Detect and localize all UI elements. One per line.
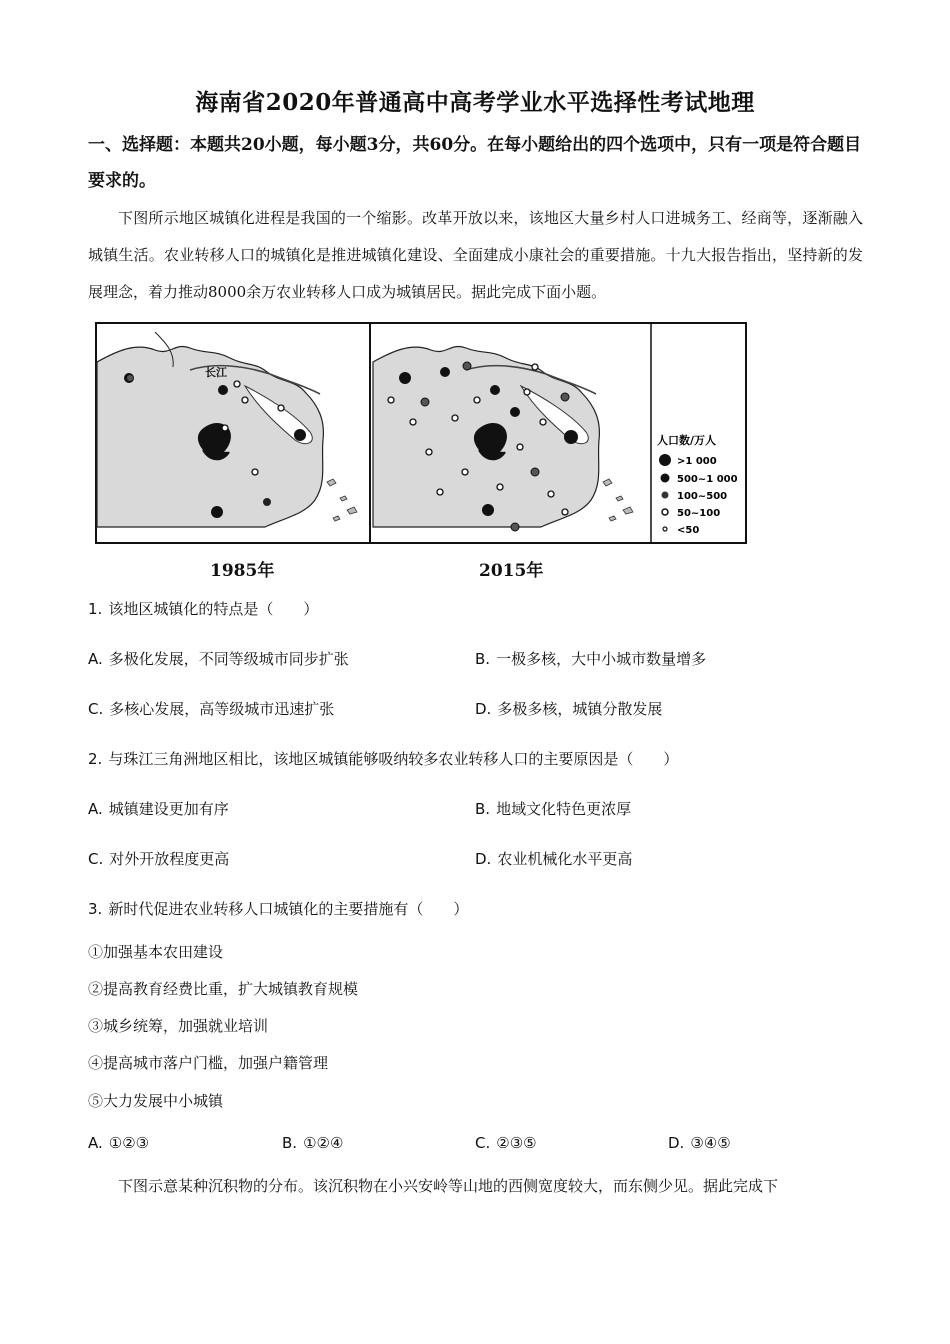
option-letter: B. (475, 800, 491, 818)
map-caption-1985: 1985年 (210, 561, 275, 581)
city-dot (511, 523, 519, 531)
option-3c (475, 1134, 537, 1152)
city-dot (510, 407, 520, 417)
option-text: 地域文化特色更浓厚 (496, 800, 632, 818)
option-text: 农业机械化水平更高 (497, 850, 633, 868)
legend-title: 人口数/万人 (657, 434, 717, 447)
option-letter: A. (88, 800, 103, 818)
legend-item: 500~1 000 (677, 474, 738, 485)
city-dot (278, 405, 284, 411)
option-letter: B. (475, 650, 491, 668)
city-dot (252, 469, 258, 475)
option-letter: D. (475, 850, 492, 868)
legend-symbol (661, 474, 670, 483)
city-dot (211, 506, 223, 518)
city-dot (437, 489, 443, 495)
option-text: ②③⑤ (496, 1134, 537, 1152)
river-label: 长江 (205, 366, 227, 379)
option-text: 对外开放程度更高 (109, 850, 230, 868)
option-2a (88, 798, 229, 819)
city-dot (410, 419, 416, 425)
city-dot (421, 398, 429, 406)
city-dot (294, 429, 306, 441)
question-number: 3. (88, 900, 103, 918)
legend-item: 50~100 (677, 508, 721, 519)
option-letter: D. (475, 700, 492, 718)
legend-symbol (659, 454, 671, 466)
city-dot (532, 364, 538, 370)
legend-item: 100~500 (677, 491, 728, 502)
intro-paragraph-1: 下图所示地区城镇化进程是我国的一个缩影。改革开放以来，该地区大量乡村人口进城务工、经商等，逐渐融入城镇生活。农业转移人口的城镇化是推进城镇化建设、全面建成小康社会的重要措施。十九大报告指出，坚持新的发展理念，着力推动8000余万农业转移人口成为城镇居民。据此完成下面小题。 (88, 209, 863, 301)
option-letter: D. (668, 1134, 685, 1152)
question-number: 1. (88, 600, 103, 618)
city-dot (263, 498, 271, 506)
option-2b (475, 798, 631, 819)
option-letter: B. (282, 1134, 298, 1152)
map-1985 (97, 332, 357, 527)
option-letter: C. (88, 850, 104, 868)
city-dot (242, 397, 248, 403)
option-3d (668, 1134, 731, 1152)
option-1b (475, 648, 706, 669)
city-dot (548, 491, 554, 497)
option-letter: C. (88, 700, 104, 718)
city-dot (426, 449, 432, 455)
city-dot (517, 444, 523, 450)
page-title: 海南省2020年普通高中高考学业水平选择性考试地理 (195, 89, 755, 116)
legend-item: <50 (677, 525, 700, 536)
question-stem: 该地区城镇化的特点是（ ） (108, 600, 319, 618)
city-dot (562, 509, 568, 515)
statement-item: ⑤大力发展中小城镇 (88, 1092, 224, 1110)
city-dot (222, 425, 228, 431)
option-text: ③④⑤ (690, 1134, 731, 1152)
option-1d (475, 698, 662, 719)
option-1c (88, 698, 334, 719)
legend-symbol (662, 492, 669, 499)
statement-item: ④提高城市落户门槛，加强户籍管理 (88, 1054, 329, 1072)
option-2c (88, 848, 229, 869)
option-2d (475, 848, 632, 869)
statement-item: ③城乡统筹，加强就业培训 (88, 1017, 269, 1035)
question-3 (88, 898, 468, 919)
city-dot (440, 367, 450, 377)
map-2015 (373, 346, 633, 531)
intro-paragraph-2: 下图示意某种沉积物的分布。该沉积物在小兴安岭等山地的西侧宽度较大，而东侧少见。据此完成下 (118, 1177, 779, 1195)
legend-symbol (663, 527, 667, 531)
option-text: 城镇建设更加有序 (108, 800, 229, 818)
city-dot (218, 385, 228, 395)
option-3a (88, 1134, 149, 1152)
section-heading: 一、选择题：本题共20小题，每小题3分，共60分。在每小题给出的四个选项中，只有一项是符合题目要求的。 (88, 135, 862, 191)
option-text: ①②④ (303, 1134, 344, 1152)
city-dot (497, 484, 503, 490)
islands-1985 (327, 479, 357, 521)
question-1 (88, 598, 318, 619)
city-dot (561, 393, 569, 401)
city-dot (463, 362, 471, 370)
city-dot (524, 389, 530, 395)
question-stem: 新时代促进农业转移人口城镇化的主要措施有（ ） (108, 900, 469, 918)
city-dot (452, 415, 458, 421)
option-3b (282, 1134, 343, 1152)
statement-item: ②提高教育经费比重，扩大城镇教育规模 (88, 980, 359, 998)
option-1a (88, 648, 349, 669)
city-dot (564, 430, 578, 444)
city-dot (462, 469, 468, 475)
city-dot (474, 397, 480, 403)
islands-2015 (603, 479, 633, 521)
city-dot (482, 504, 494, 516)
option-text: 一极多核，大中小城市数量增多 (496, 650, 707, 668)
option-text: 多核心发展，高等级城市迅速扩张 (109, 700, 335, 718)
urbanization-map-figure (95, 322, 747, 544)
legend-symbol (662, 509, 668, 515)
question-stem: 与珠江三角洲地区相比，该地区城镇能够吸纳较多农业转移人口的主要原因是（ ） (108, 750, 679, 768)
option-text: 多极化发展，不同等级城市同步扩张 (108, 650, 349, 668)
city-dot (234, 381, 240, 387)
city-dot (540, 419, 546, 425)
question-number: 2. (88, 750, 103, 768)
map-caption-2015: 2015年 (479, 561, 544, 581)
city-dot (399, 372, 411, 384)
city-dot (490, 385, 500, 395)
option-letter: A. (88, 1134, 103, 1152)
legend-item: >1 000 (677, 456, 717, 467)
map-legend (657, 433, 738, 536)
question-2 (88, 748, 678, 769)
option-text: 多极多核，城镇分散发展 (497, 700, 663, 718)
option-letter: A. (88, 650, 103, 668)
option-text: ①②③ (108, 1134, 150, 1152)
option-letter: C. (475, 1134, 491, 1152)
city-dot (388, 397, 394, 403)
city-dot (531, 468, 539, 476)
statement-item: ①加强基本农田建设 (88, 943, 224, 961)
